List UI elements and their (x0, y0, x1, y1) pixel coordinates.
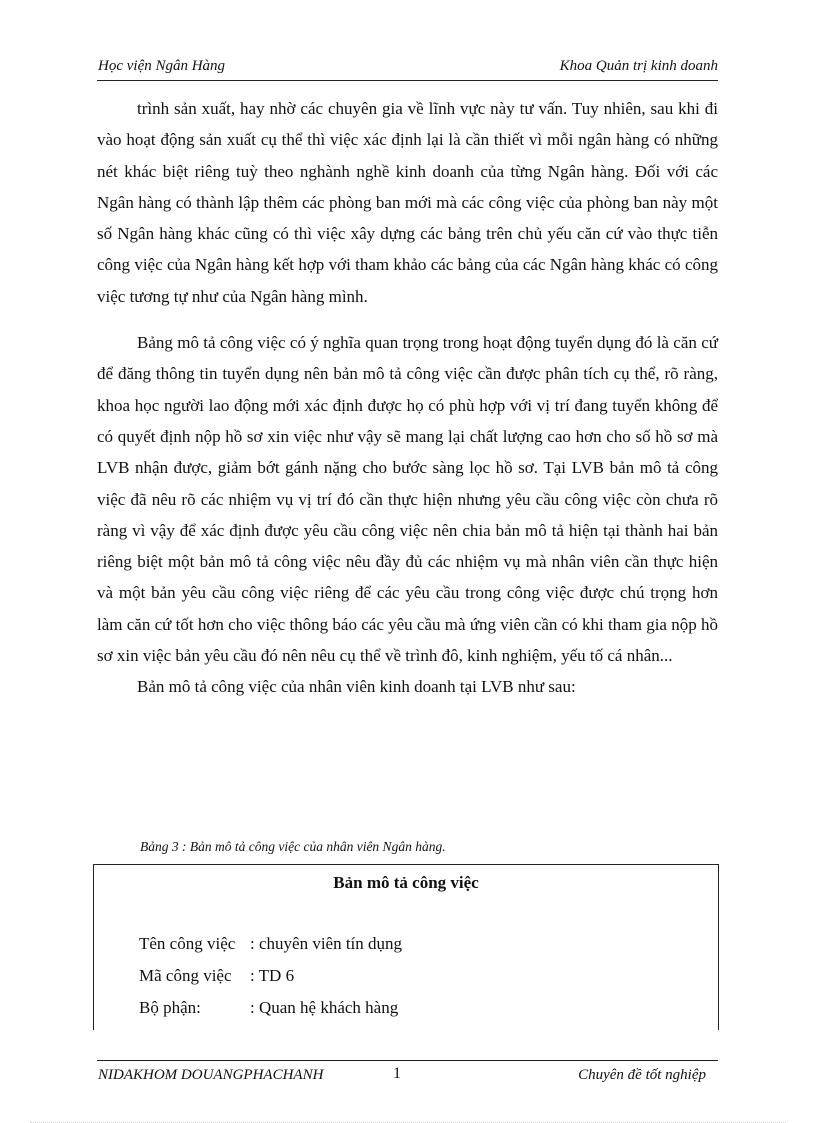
page-footer (97, 1060, 718, 1085)
job-description-box (93, 864, 719, 1030)
job-box-title: Bản mô tả công việc (333, 873, 479, 892)
paragraph-1: trình sản xuất, hay nhờ các chuyên gia về lĩnh vực này tư vấn. Tuy nhiên, sau khi đi vào hoạt động sản xuất cụ thể thì việc xác định lại là cần thiết vì mỗi ngân hàng có những nét khác biệt riêng tuỳ theo nghành nghề kinh doanh của từng Ngân hàng. Đối với các Ngân hàng có thành lập thêm các phòng ban mới mà các công việc của phòng ban này một số Ngân hàng khác cũng có thì việc xây dựng các bảng trên chủ yếu căn cứ vào thực tiễn công việc của Ngân hàng kết hợp với tham khảo các bảng của các Ngân hàng khác có công việc tương tự như của Ngân hàng mình. (97, 99, 718, 306)
job-row-value: : Quan hệ khách hàng (250, 998, 399, 1017)
footer-title: Chuyên đề tốt nghiệp (578, 1067, 706, 1083)
job-row-value: : chuyên viên tín dụng (250, 934, 403, 953)
footer-author: NIDAKHOM DOUANGPHACHANH (98, 1067, 324, 1083)
job-row-code (139, 966, 294, 986)
job-row-name (139, 934, 402, 954)
job-row-value: : TD 6 (250, 966, 295, 985)
page-header (97, 58, 718, 81)
job-row-label: Bộ phận: (139, 998, 201, 1017)
job-row-department (139, 998, 398, 1018)
header-institution: Học viện Ngân Hàng (98, 58, 226, 74)
page-number: 1 (393, 1065, 401, 1082)
header-faculty: Khoa Quản trị kinh doanh (559, 58, 718, 74)
paragraph-2: Bảng mô tả công việc có ý nghĩa quan trọng trong hoạt động tuyển dụng đó là căn cứ để đăng thông tin tuyển dụng nên bản mô tả công việc cần được phân tích cụ thể, rõ ràng, khoa học người lao động mới xác định được họ có phù hợp với vị trí đang tuyển không để có quyết định nộp hồ sơ xin việc như vậy sẽ mang lại chất lượng cao hơn cho số hồ sơ mà LVB nhận được, giảm bớt gánh nặng cho bước sàng lọc hồ sơ. Tại LVB bản mô tả công việc đã nêu rõ các nhiệm vụ vị trí đó cần thực hiện nhưng yêu cầu công việc còn chưa rõ ràng vì vậy để xác định được yêu cầu công việc nên chia bản mô tả hiện tại thành hai bản riêng biệt một bản mô tả công việc nêu đầy đủ các nhiệm vụ mà nhân viên cần thực hiện và một bản yêu cầu công việc riêng để các yêu cầu trong công việc được chú trọng hơn làm căn cứ tốt hơn cho việc thông báo các yêu cầu mà ứng viên cần có khi tham gia nộp hồ sơ xin việc bản yêu cầu đó nên nêu cụ thể về trình đô, kinh nghiệm, yếu tố cá nhân... (97, 333, 718, 666)
job-row-label: Tên công việc (139, 934, 236, 953)
table-caption: Bảng 3 : Bản mô tả công việc của nhân viên Ngân hàng. (140, 839, 446, 854)
paragraph-3: Bản mô tả công việc của nhân viên kinh doanh tại LVB như sau: (137, 677, 576, 697)
body-text (97, 93, 718, 703)
job-row-label: Mã công việc (139, 966, 232, 985)
